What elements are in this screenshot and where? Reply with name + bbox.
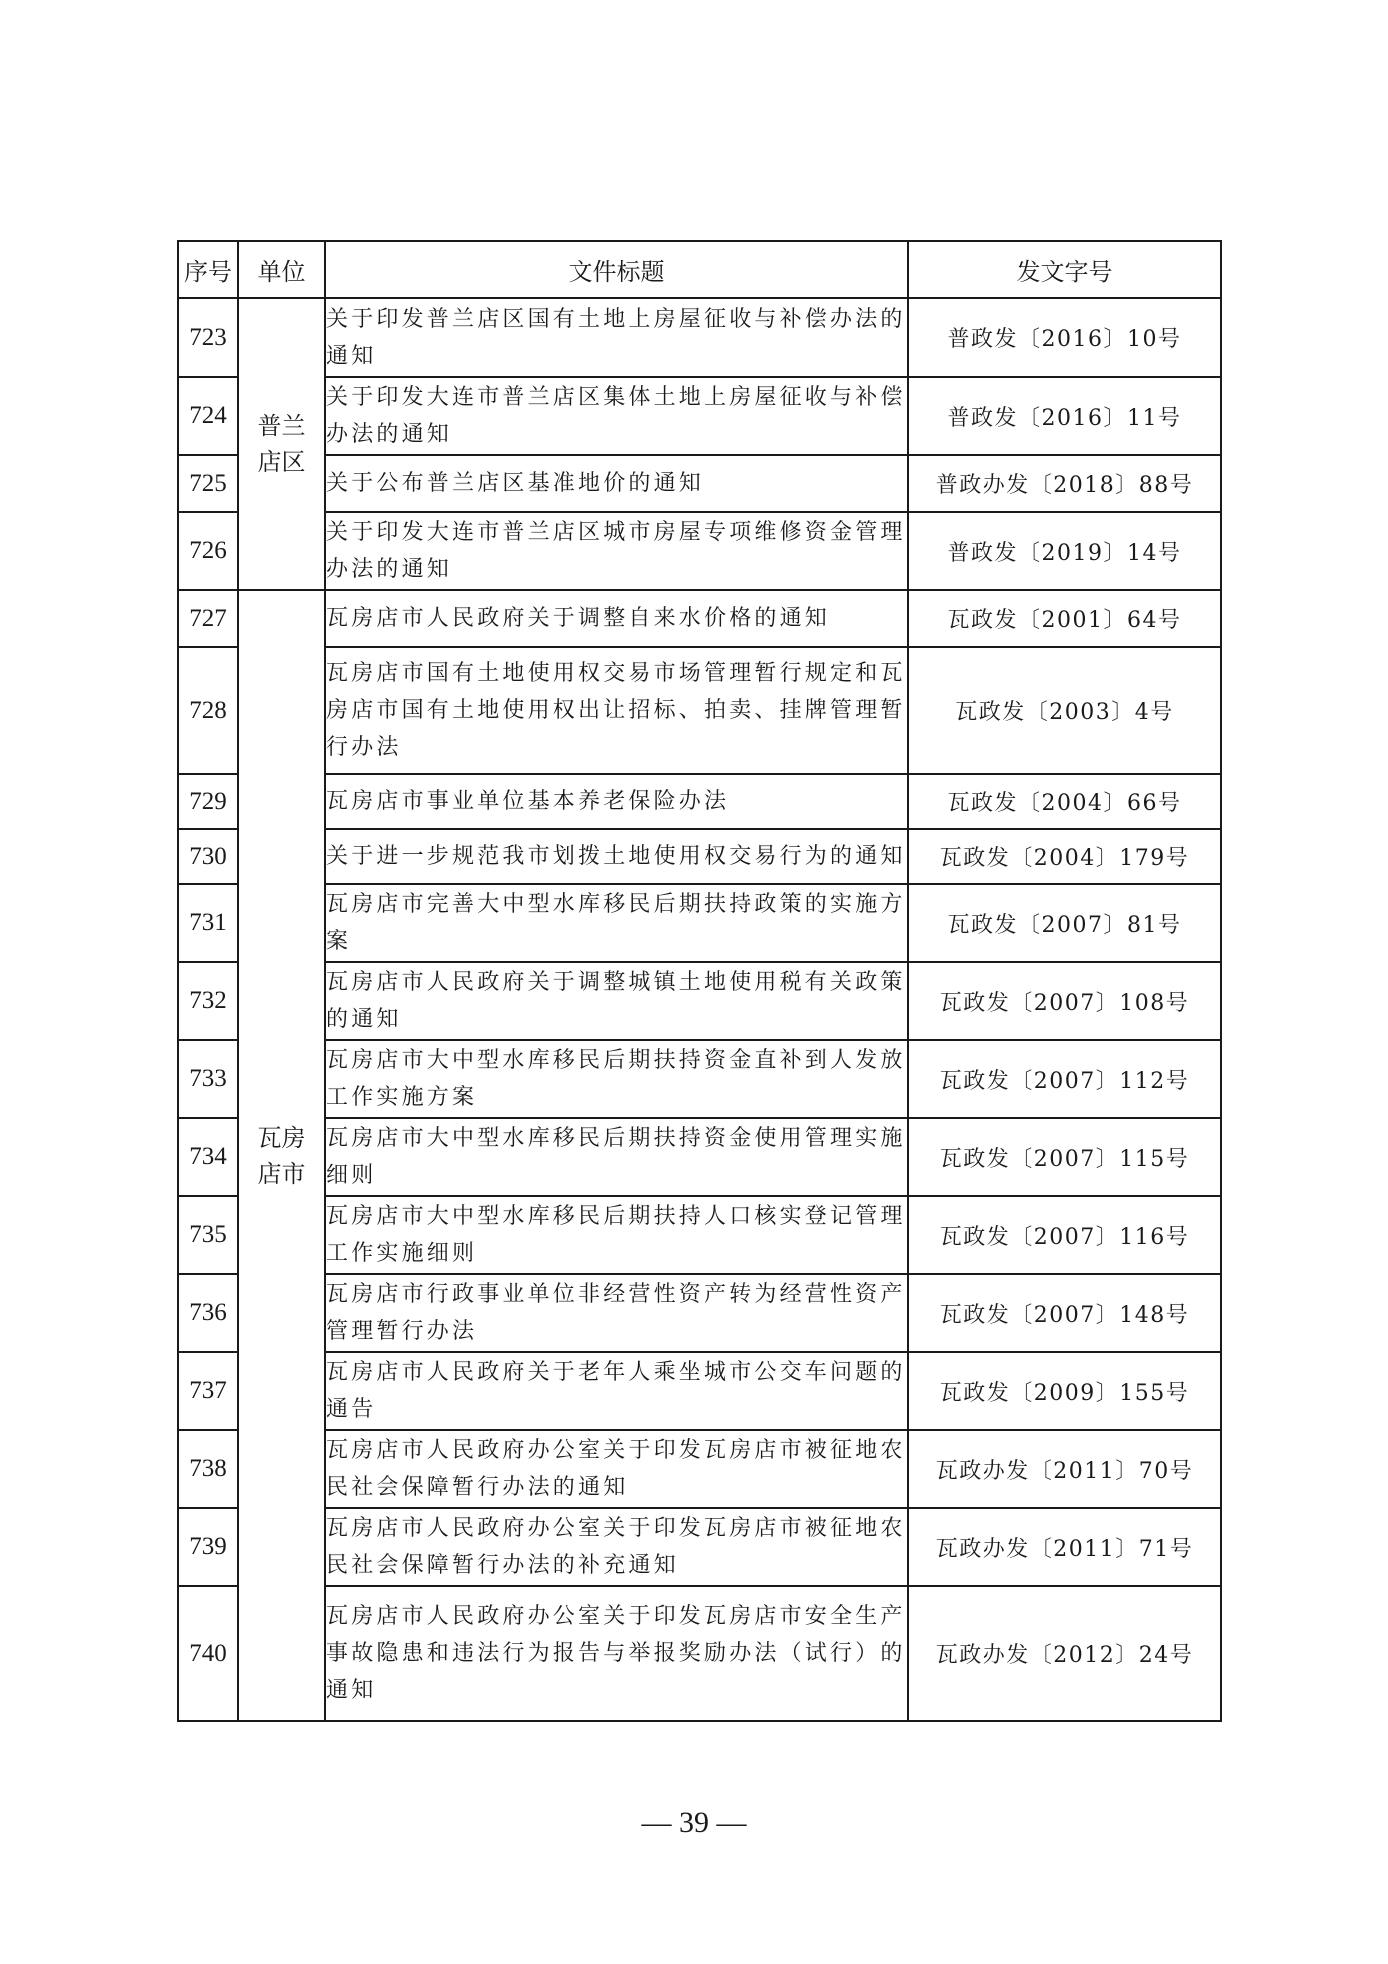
row-seq: 733 — [178, 1040, 238, 1118]
row-title: 瓦房店市大中型水库移民后期扶持资金使用管理实施细则 — [325, 1118, 908, 1196]
row-doc-no: 瓦政办发〔2011〕70号 — [908, 1430, 1221, 1508]
header-unit: 单位 — [238, 241, 325, 298]
table-row — [178, 1274, 1221, 1352]
row-seq: 732 — [178, 962, 238, 1040]
row-seq: 734 — [178, 1118, 238, 1196]
row-title: 关于公布普兰店区基准地价的通知 — [325, 455, 908, 512]
row-doc-no: 普政办发〔2018〕88号 — [908, 455, 1221, 512]
document-table — [177, 240, 1222, 1722]
table-row — [178, 1040, 1221, 1118]
row-doc-no: 瓦政发〔2007〕112号 — [908, 1040, 1221, 1118]
row-doc-no: 瓦政发〔2007〕116号 — [908, 1196, 1221, 1274]
table-row — [178, 647, 1221, 774]
row-title: 关于印发大连市普兰店区城市房屋专项维修资金管理办法的通知 — [325, 512, 908, 590]
row-title: 关于印发大连市普兰店区集体土地上房屋征收与补偿办法的通知 — [325, 377, 908, 455]
row-title: 瓦房店市大中型水库移民后期扶持人口核实登记管理工作实施细则 — [325, 1196, 908, 1274]
row-title: 瓦房店市人民政府关于老年人乘坐城市公交车问题的通告 — [325, 1352, 908, 1430]
row-title: 瓦房店市事业单位基本养老保险办法 — [325, 774, 908, 829]
row-title: 瓦房店市人民政府办公室关于印发瓦房店市被征地农民社会保障暂行办法的补充通知 — [325, 1508, 908, 1586]
unit-cell — [238, 590, 325, 1721]
table-row — [178, 1430, 1221, 1508]
row-doc-no: 瓦政办发〔2011〕71号 — [908, 1508, 1221, 1586]
table-row — [178, 884, 1221, 962]
unit-label: 普兰店区 — [257, 412, 306, 476]
table-row — [178, 298, 1221, 377]
table-row — [178, 1352, 1221, 1430]
row-doc-no: 瓦政发〔2007〕81号 — [908, 884, 1221, 962]
row-doc-no: 瓦政发〔2001〕64号 — [908, 590, 1221, 647]
table-row — [178, 590, 1221, 647]
row-title: 瓦房店市国有土地使用权交易市场管理暂行规定和瓦房店市国有土地使用权出让招标、拍卖、挂牌管理暂行办法 — [325, 647, 908, 774]
row-doc-no: 瓦政发〔2003〕4号 — [908, 647, 1221, 774]
header-title: 文件标题 — [325, 241, 908, 298]
row-doc-no: 瓦政办发〔2012〕24号 — [908, 1586, 1221, 1721]
row-seq: 728 — [178, 647, 238, 774]
row-title: 瓦房店市人民政府关于调整城镇土地使用税有关政策的通知 — [325, 962, 908, 1040]
table-row — [178, 1586, 1221, 1721]
row-doc-no: 普政发〔2016〕11号 — [908, 377, 1221, 455]
row-doc-no: 瓦政发〔2004〕66号 — [908, 774, 1221, 829]
row-seq: 729 — [178, 774, 238, 829]
table-row — [178, 455, 1221, 512]
table-row — [178, 1196, 1221, 1274]
table-row — [178, 377, 1221, 455]
row-seq: 726 — [178, 512, 238, 590]
row-title: 关于进一步规范我市划拨土地使用权交易行为的通知 — [325, 829, 908, 884]
table-header-row — [178, 241, 1221, 298]
table-row — [178, 1508, 1221, 1586]
table-row — [178, 1118, 1221, 1196]
row-seq: 730 — [178, 829, 238, 884]
row-seq: 731 — [178, 884, 238, 962]
table-row — [178, 829, 1221, 884]
table-row — [178, 512, 1221, 590]
row-title: 瓦房店市大中型水库移民后期扶持资金直补到人发放工作实施方案 — [325, 1040, 908, 1118]
row-doc-no: 瓦政发〔2007〕115号 — [908, 1118, 1221, 1196]
header-seq: 序号 — [178, 241, 238, 298]
row-seq: 735 — [178, 1196, 238, 1274]
row-doc-no: 瓦政发〔2009〕155号 — [908, 1352, 1221, 1430]
row-seq: 724 — [178, 377, 238, 455]
row-seq: 736 — [178, 1274, 238, 1352]
row-seq: 737 — [178, 1352, 238, 1430]
header-doc-no: 发文字号 — [908, 241, 1221, 298]
table-row — [178, 962, 1221, 1040]
row-title: 瓦房店市人民政府关于调整自来水价格的通知 — [325, 590, 908, 647]
row-doc-no: 瓦政发〔2004〕179号 — [908, 829, 1221, 884]
row-doc-no: 普政发〔2019〕14号 — [908, 512, 1221, 590]
row-seq: 725 — [178, 455, 238, 512]
row-seq: 739 — [178, 1508, 238, 1586]
row-title: 瓦房店市人民政府办公室关于印发瓦房店市安全生产事故隐患和违法行为报告与举报奖励办法（试行）的通知 — [325, 1586, 908, 1721]
page-number: — 39 — — [641, 1806, 747, 1839]
row-doc-no: 瓦政发〔2007〕148号 — [908, 1274, 1221, 1352]
unit-cell — [238, 298, 325, 590]
row-seq: 723 — [178, 298, 238, 377]
row-seq: 740 — [178, 1586, 238, 1721]
unit-label: 瓦房店市 — [257, 1123, 306, 1188]
row-title: 瓦房店市行政事业单位非经营性资产转为经营性资产管理暂行办法 — [325, 1274, 908, 1352]
row-title: 瓦房店市人民政府办公室关于印发瓦房店市被征地农民社会保障暂行办法的通知 — [325, 1430, 908, 1508]
row-title: 关于印发普兰店区国有土地上房屋征收与补偿办法的通知 — [325, 298, 908, 377]
table-row — [178, 774, 1221, 829]
row-title: 瓦房店市完善大中型水库移民后期扶持政策的实施方案 — [325, 884, 908, 962]
row-doc-no: 普政发〔2016〕10号 — [908, 298, 1221, 377]
row-seq: 738 — [178, 1430, 238, 1508]
row-doc-no: 瓦政发〔2007〕108号 — [908, 962, 1221, 1040]
row-seq: 727 — [178, 590, 238, 647]
